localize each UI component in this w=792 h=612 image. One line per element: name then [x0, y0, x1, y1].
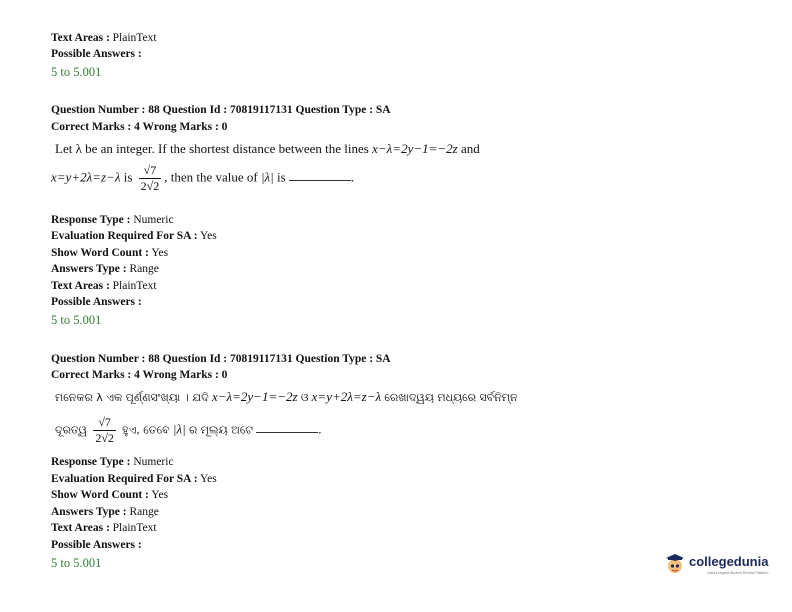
- question-text-and: and: [460, 141, 480, 156]
- meta-value: Numeric: [133, 214, 174, 226]
- evaluation-row: [51, 230, 217, 242]
- odia-question-line-1: [55, 389, 518, 405]
- question-text-is-2: is: [277, 169, 286, 185]
- possible-answer-range: 5 to 5.001: [51, 65, 102, 79]
- question-text-line-2: x=y+2λ=z−λ is $\frac{√7}{2√2}$ , then the value of |λ| is .: [51, 163, 355, 193]
- fraction-numerator: √7: [139, 163, 162, 179]
- possible-answers-row: [51, 539, 142, 551]
- possible-answer-range: 5 to 5.001: [51, 556, 102, 570]
- odia-text-then: ହୁଏ, ତେବେ: [122, 423, 170, 437]
- distance-fraction: [93, 415, 116, 446]
- question-text-is: is: [123, 169, 133, 185]
- meta-label: Text Areas :: [51, 522, 110, 534]
- response-type-row: [51, 214, 174, 226]
- meta-label: Response Type :: [51, 456, 131, 468]
- logo-tagline: India's largest Student Review Platform: [707, 571, 769, 575]
- word-count-row: [51, 489, 168, 501]
- collegedunia-logo: [664, 553, 768, 575]
- text-areas-row: [51, 280, 157, 292]
- odia-text: ମନେକର λ ଏକ ପୂର୍ଣ୍ଣସଂଖ୍ୟା । ଯଦି: [55, 391, 209, 404]
- line-equation-2: x=y+2λ=z−λ: [311, 389, 382, 404]
- meta-value: Range: [129, 263, 159, 275]
- question-text-line-1: [55, 141, 480, 157]
- abs-lambda: |λ|: [260, 169, 274, 185]
- meta-label: Response Type :: [51, 214, 131, 226]
- text-areas-value: PlainText: [112, 32, 157, 44]
- graduate-icon: [664, 553, 686, 575]
- fraction-denominator: 2√2: [140, 179, 160, 193]
- response-type-row: [51, 456, 174, 468]
- meta-value: Numeric: [133, 456, 174, 468]
- text-areas-label: Text Areas :: [51, 32, 110, 44]
- line-equation-1: x−λ=2y−1=−2z: [211, 389, 298, 404]
- question-text: Let λ be an integer. If the shortest distance between the lines: [55, 141, 369, 156]
- meta-label: Show Word Count :: [51, 247, 149, 259]
- odia-text-value: ର ମୂଲ୍ୟ ଅଟେ: [188, 423, 253, 437]
- meta-label: Evaluation Required For SA :: [51, 230, 198, 242]
- answer-blank: [256, 423, 318, 433]
- odia-text-distance: ଦୂରତ୍ୱ: [55, 423, 88, 437]
- logo-name: collegedunia: [689, 554, 769, 569]
- odia-question-line-2: ଦୂରତ୍ୱ $\frac{√7}{2√2}$ ହୁଏ, ତେବେ |λ| ର ମୂଲ୍ୟ ଅଟେ .: [55, 415, 322, 445]
- answers-type-row: [51, 506, 159, 518]
- text-areas-row: [51, 522, 157, 534]
- answers-type-row: [51, 263, 159, 275]
- odia-text-and: ଓ: [300, 391, 309, 404]
- meta-label: Possible Answers :: [51, 296, 142, 308]
- odia-text-lines: ରେଖାଦ୍ୱୟ ମଧ୍ୟରେ ସର୍ବନିମ୍ନ: [384, 391, 518, 404]
- meta-value: Yes: [151, 489, 169, 501]
- meta-label: Answers Type :: [51, 506, 127, 518]
- meta-value: PlainText: [112, 280, 157, 292]
- word-count-row: [51, 247, 168, 259]
- meta-value: Range: [129, 506, 159, 518]
- distance-fraction: [139, 163, 162, 194]
- possible-answers-label: Possible Answers :: [51, 48, 142, 60]
- meta-value: Yes: [151, 247, 169, 259]
- marks-header: Correct Marks : 4 Wrong Marks : 0: [51, 369, 228, 381]
- line-equation-2: x=y+2λ=z−λ: [51, 169, 121, 185]
- fraction-denominator: 2√2: [95, 431, 114, 445]
- meta-value: PlainText: [112, 522, 157, 534]
- question-header: Question Number : 88 Question Id : 70819117131 Question Type : SA: [51, 104, 391, 116]
- abs-lambda: |λ|: [172, 421, 186, 437]
- meta-label: Answers Type :: [51, 263, 127, 275]
- line-equation-1: x−λ=2y−1=−2z: [372, 141, 458, 156]
- evaluation-row: [51, 473, 217, 485]
- meta-label: Evaluation Required For SA :: [51, 473, 198, 485]
- question-text-mid: , then the value of: [164, 169, 258, 185]
- fraction-numerator: √7: [93, 415, 116, 431]
- meta-label: Show Word Count :: [51, 489, 149, 501]
- meta-value: Yes: [200, 473, 217, 485]
- marks-header: Correct Marks : 4 Wrong Marks : 0: [51, 121, 228, 133]
- answer-blank: [289, 171, 351, 181]
- meta-value: Yes: [200, 230, 217, 242]
- possible-answer-range: 5 to 5.001: [51, 313, 102, 327]
- text-areas-row: [51, 32, 157, 44]
- meta-label: Text Areas :: [51, 280, 110, 292]
- meta-label: Possible Answers :: [51, 539, 142, 551]
- question-header: Question Number : 88 Question Id : 70819117131 Question Type : SA: [51, 353, 391, 365]
- possible-answers-row: [51, 296, 142, 308]
